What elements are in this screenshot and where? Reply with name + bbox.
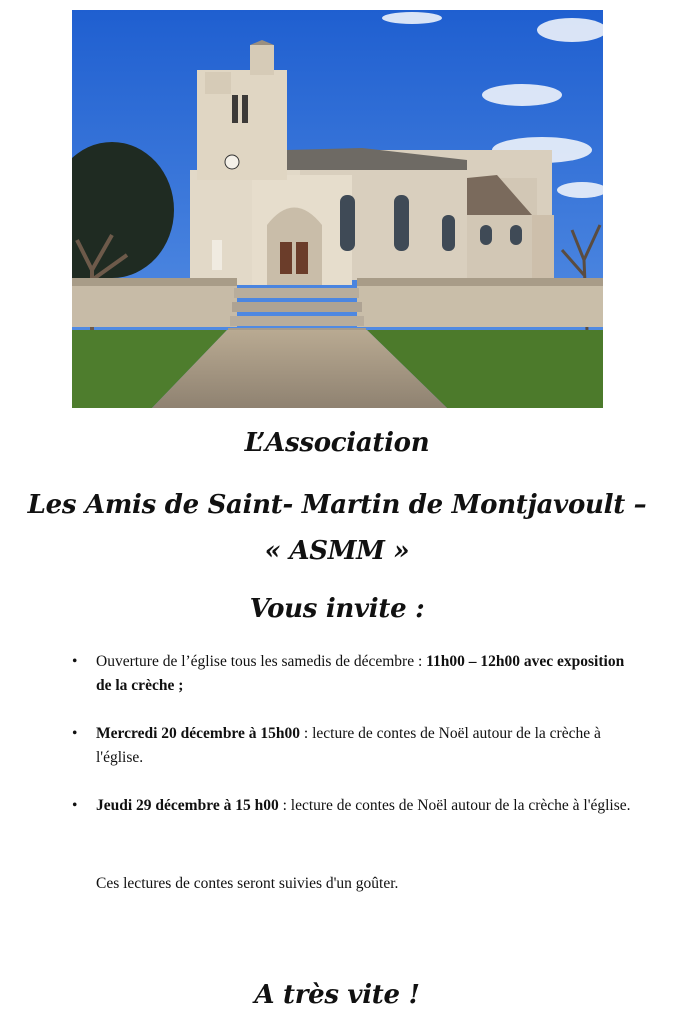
item-text: Ouverture de l’église tous les samedis de décembre : [96, 653, 427, 670]
bullet-icon: • [72, 725, 78, 742]
note-text: Ces lectures de contes seront suivies d'un goûter. [96, 875, 399, 892]
church-photo [72, 10, 603, 408]
bullet-icon: • [72, 797, 78, 814]
item-rest: : lecture de contes de Noël autour de la crèche à l'église. [278, 797, 631, 814]
list-item [72, 794, 632, 818]
heading-association: L’Association [244, 428, 430, 458]
list-item [72, 650, 632, 698]
list-item [72, 722, 632, 770]
event-list [72, 650, 632, 842]
heading-invitation: Vous invite : [249, 594, 425, 624]
heading-acronym: « ASMM » [264, 536, 410, 566]
item-date: Mercredi 20 décembre à 15h00 [96, 725, 301, 742]
item-time: 11h00 – 12h00 avec exposition de la crèche ; [96, 653, 625, 694]
closing-heading: A très vite ! [254, 980, 420, 1010]
church-facade-icon [72, 10, 603, 408]
item-rest: : lecture de contes de Noël autour de la crèche à l'église. [96, 725, 601, 766]
bullet-icon: • [72, 653, 78, 670]
heading-association-name: Les Amis de Saint- Martin de Montjavoult – [27, 490, 647, 520]
item-date: Jeudi 29 décembre à 15 h00 [96, 797, 279, 814]
